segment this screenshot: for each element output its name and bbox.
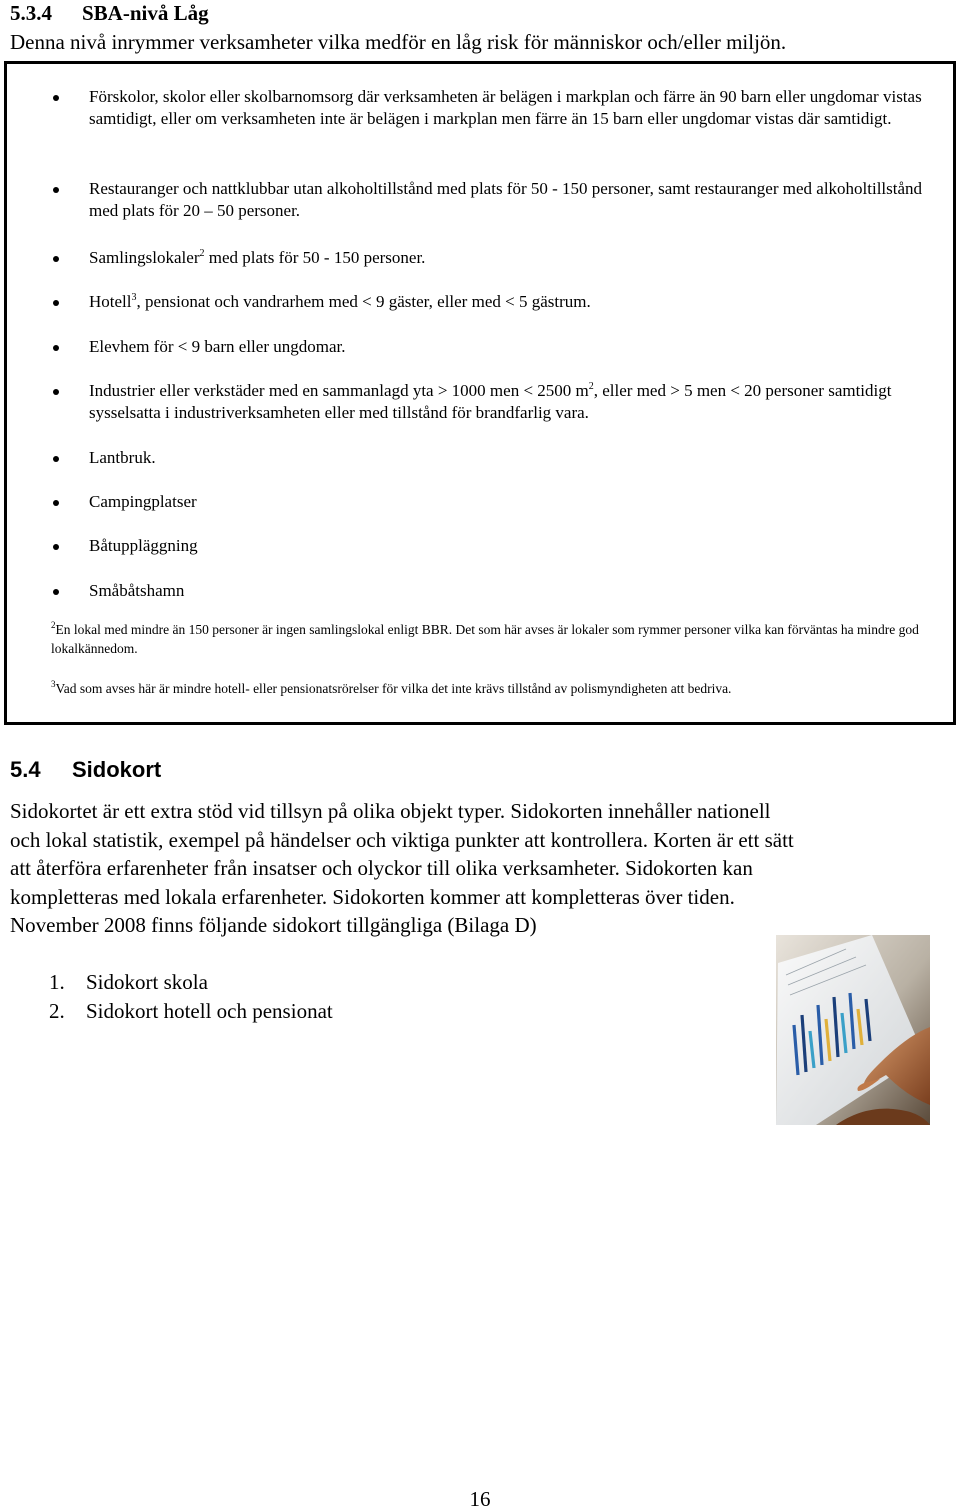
footnote-number: 2 — [51, 620, 56, 630]
list-item-number: 1. — [49, 970, 65, 994]
bullet-dot — [53, 544, 59, 550]
list-item-text-part: med plats för 50 - 150 personer. — [204, 248, 426, 267]
footnote-number: 3 — [51, 679, 56, 689]
footnote — [51, 679, 947, 698]
list-item-text: Lantbruk. — [89, 448, 156, 467]
bullet-dot — [53, 500, 59, 506]
level-criteria-box — [4, 61, 956, 725]
section-number: 5.3.4 — [10, 1, 52, 25]
list-item-text: Sidokort hotell och pensionat — [86, 998, 333, 1023]
list-item-text-part: Samlingslokaler — [89, 248, 200, 267]
list-item-text: Restauranger och nattklubbar utan alkoholtillstånd med plats för 50 - 150 personer, samt restauranger med alkoholtillstånd med plats för 20 – 50 personer. — [89, 179, 923, 220]
bullet-dot — [53, 187, 59, 193]
bullet-dot — [53, 389, 59, 395]
paragraph-line: och lokal statistik, exempel på händelser och viktiga punkter att kontrollera. Korten är ett sätt — [10, 827, 794, 852]
section-heading — [10, 0, 209, 26]
list-item-text: Campingplatser — [89, 492, 197, 511]
bullet-dot — [53, 345, 59, 351]
sidokort-paragraph — [10, 797, 950, 940]
bullet-dot — [53, 256, 59, 262]
list-item-text-part: , pensionat och vandrarhem med < 9 gäster, eller med < 5 gästrum. — [136, 292, 591, 311]
sidokort-heading — [10, 756, 161, 784]
list-item-text-part: Industrier eller verkstäder med en sammanlagd yta > 1000 men < 2500 m — [89, 381, 589, 400]
footnote-text: Vad som avses här är mindre hotell- eller pensionatsrörelser för vilka det inte krävs tillstånd av polismyndigheten att bedriva. — [55, 681, 732, 696]
list-item-text-part: , eller med > 5 men < 20 personer samtidigt sysselsatta i industriverksamheten eller med tillstånd för brandfarlig vara. — [89, 381, 892, 422]
bullet-dot — [53, 300, 59, 306]
sidokort-title: Sidokort — [72, 757, 162, 782]
list-item-text: Småbåtshamn — [89, 581, 185, 600]
list-item-text — [89, 291, 941, 313]
paragraph-line: att återföra erfarenheter från insatser och olyckor till olika verksamheter. Sidokorten kan — [10, 856, 753, 880]
sidokort-number: 5.4 — [10, 757, 41, 782]
bullet-dot — [53, 95, 59, 101]
list-item-text-part: Hotell — [89, 292, 132, 311]
list-item-text: Båtuppläggning — [89, 536, 198, 555]
chart-document-photo — [776, 935, 930, 1125]
page-number: 16 — [469, 1487, 491, 1511]
footnote-ref: 2 — [199, 248, 205, 259]
section-intro: Denna nivå inrymmer verksamheter vilka medför en låg risk för människor och/eller miljön. — [10, 30, 787, 54]
bullet-dot — [53, 589, 59, 595]
paragraph-line: Sidokortet är ett extra stöd vid tillsyn på olika objekt typer. Sidokorten innehåller nationell — [10, 799, 771, 823]
superscript: 2 — [588, 381, 594, 392]
footnote — [51, 620, 947, 658]
paragraph-line: kompletteras med lokala erfarenheter. Sidokorten kommer att kompletteras över tiden. — [10, 884, 735, 909]
list-item-text: Elevhem för < 9 barn eller ungdomar. — [89, 337, 346, 356]
footnote-ref: 3 — [131, 292, 137, 303]
footnote-text: En lokal med mindre än 150 personer är ingen samlingslokal enligt BBR. Det som här avses är lokaler som rymmer personer vilka kan förväntas ha mindre god lokalkännedom. — [51, 622, 919, 656]
list-item-text: Sidokort skola — [86, 970, 208, 994]
paragraph-line: November 2008 finns följande sidokort tillgängliga (Bilaga D) — [10, 913, 537, 937]
list-item-text — [89, 247, 941, 269]
bullet-dot — [53, 456, 59, 462]
list-item-text — [89, 380, 941, 424]
section-title: SBA-nivå Låg — [82, 1, 209, 25]
list-item-number: 2. — [49, 998, 65, 1023]
list-item-text: Förskolor, skolor eller skolbarnomsorg där verksamheten är belägen i markplan och färre än 90 barn eller ungdomar vistas samtidigt, eller om verksamheten inte är belägen i markplan men färre än 15 barn eller ungdomar vistas där samtidigt. — [89, 87, 922, 128]
